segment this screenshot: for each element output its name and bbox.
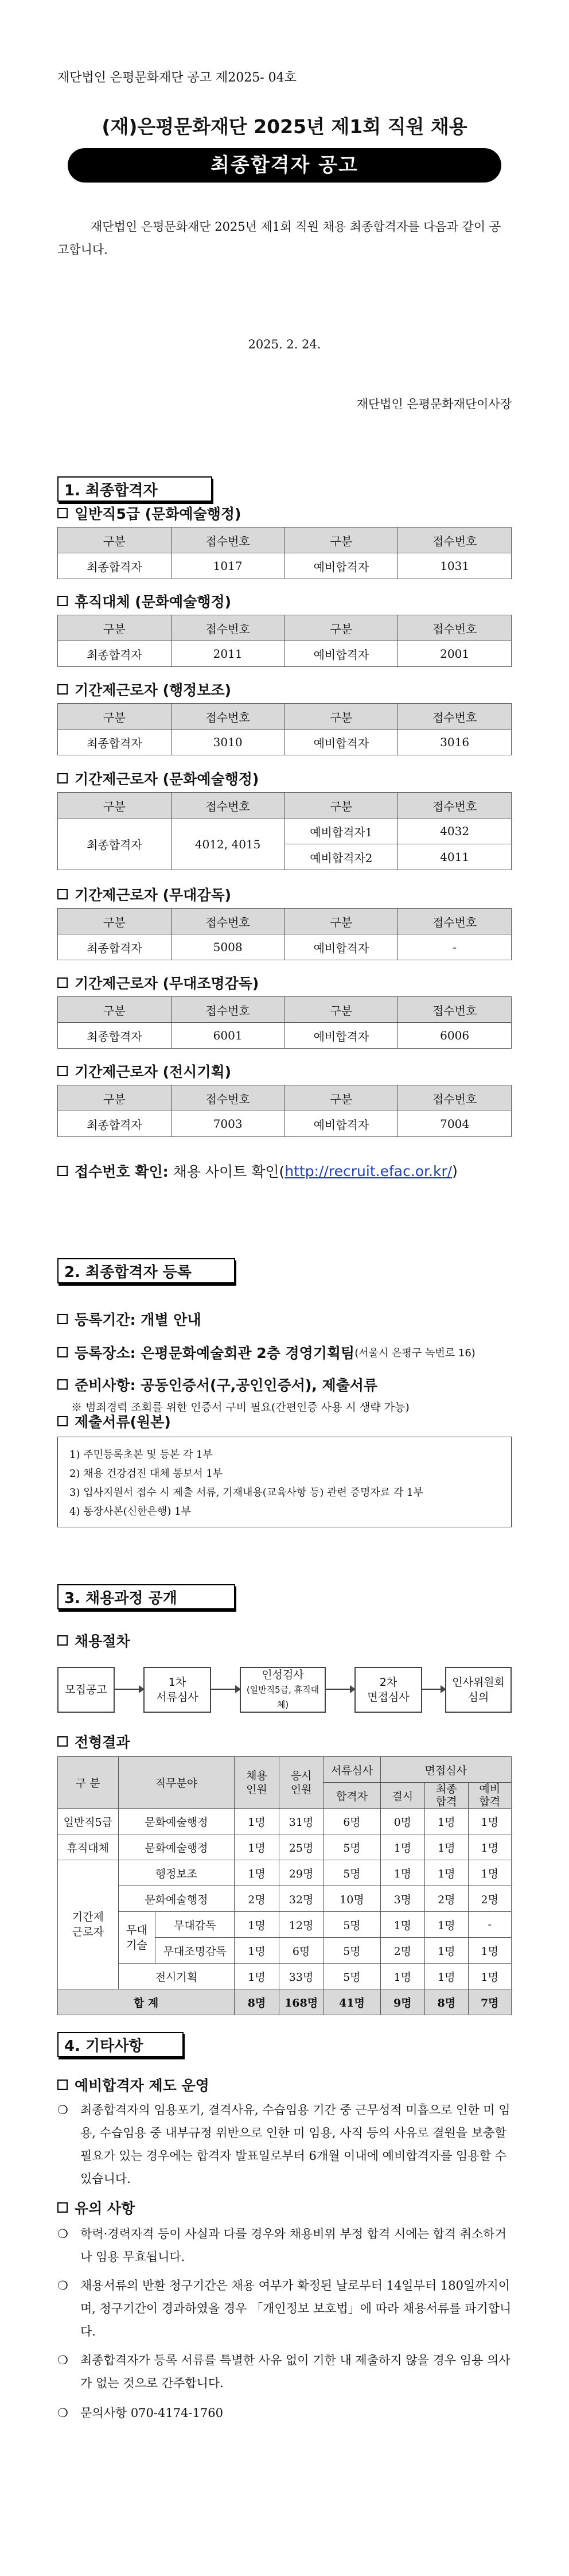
header-number: 접수번호 [171, 615, 284, 641]
period-label: 등록기간: 개별 안내 [75, 1312, 201, 1328]
step-line2: 서류심사 [156, 1691, 198, 1704]
process-heading [57, 1630, 130, 1651]
header-number: 접수번호 [171, 527, 284, 553]
header-hire: 채용 인원 [235, 1757, 279, 1809]
group-heading [57, 1061, 231, 1081]
header-type: 구분 [58, 527, 172, 553]
section-4-heading [57, 2032, 184, 2057]
notice-item [57, 2402, 512, 2424]
header-type: 구분 [58, 909, 172, 934]
group-title: 기간제근로자 (문화예술행정) [75, 771, 259, 787]
cell: 1명 [468, 1809, 512, 1834]
reserve-text: 최종합격자의 임용포기, 결격사유, 수습임용 기간 중 근무성적 미흡으로 인한 미 임용, 수습임용 중 내부규정 위반으로 인한 미 임용, 사직 등의 사유로 결원을 보충할 필요가 있는 경우에는 합격자 발표일로부터 6개월 이내에 예비합격자를 임용할 수 있습니다. [80, 2103, 510, 2186]
intro-text: 재단법인 은평문화재단 2025년 제1회 직원 채용 최종합격자를 다음과 같이 공고합니다. [57, 220, 501, 257]
cell: 10명 [324, 1886, 380, 1912]
checkbox-icon [57, 1347, 68, 1357]
cell: 12명 [279, 1912, 324, 1938]
step-line1: 인성검사 [262, 1669, 304, 1681]
flow-step-notice [57, 1667, 115, 1713]
cell-group-contract: 기간제 근로자 [58, 1860, 119, 1989]
cell: 1명 [380, 1860, 425, 1886]
cell: 최종합격자 [58, 730, 172, 755]
cell: 5명 [324, 1860, 380, 1886]
cell: 무대감독 [155, 1912, 235, 1938]
cell: 1명 [235, 1860, 279, 1886]
table-row [58, 1111, 512, 1137]
cell: 1명 [468, 1834, 512, 1860]
checkbox-icon [57, 1066, 68, 1076]
cell: 1명 [468, 1860, 512, 1886]
cell: 1명 [235, 1964, 279, 1989]
cell: 7004 [398, 1111, 512, 1137]
header-type: 구 분 [58, 1757, 119, 1809]
cell-group-stage: 무대 기술 [118, 1912, 155, 1964]
header-number: 접수번호 [398, 615, 512, 641]
cell: 예비합격자 [284, 934, 398, 960]
cell: 2명 [468, 1886, 512, 1912]
table-row [58, 730, 512, 755]
header-type: 구분 [284, 527, 398, 553]
cell: 1명 [380, 1964, 425, 1989]
cell: 예비합격자 [284, 1023, 398, 1049]
cell: 33명 [279, 1964, 324, 1989]
notice-title: 유의 사항 [75, 2200, 135, 2217]
group-heading [57, 679, 231, 700]
cell: 합 계 [58, 1989, 235, 2015]
final-pass-table [57, 1085, 512, 1137]
cell: 2명 [235, 1886, 279, 1912]
checkbox-icon [57, 2080, 68, 2090]
checkbox-icon [57, 1736, 68, 1747]
section-3-title: 3. 채용과정 공개 [64, 1589, 177, 1607]
notice-item [57, 2349, 512, 2395]
header-field: 직무분야 [118, 1757, 235, 1809]
result-title: 전형결과 [75, 1734, 130, 1751]
cell: - [398, 934, 512, 960]
cell: 행정보조 [118, 1860, 235, 1886]
checkbox-icon [57, 1635, 68, 1646]
place-address: (서울시 은평구 녹번로 16) [354, 1347, 476, 1359]
cell: 31명 [279, 1809, 324, 1834]
checkbox-icon [57, 1314, 68, 1324]
header-type: 구분 [58, 615, 172, 641]
step-line1: 2차 [379, 1676, 397, 1689]
circle-bullet-icon: ❍ [57, 2353, 68, 2367]
header-type: 구분 [284, 909, 398, 934]
table-row [58, 1809, 512, 1834]
cell: 3명 [380, 1886, 425, 1912]
checkbox-icon [57, 977, 68, 988]
cell: 예비합격자2 [284, 844, 398, 870]
cell: 32명 [279, 1886, 324, 1912]
cell: 1명 [235, 1809, 279, 1834]
cell: 2011 [171, 641, 284, 667]
cell: 1명 [425, 1809, 468, 1834]
circle-bullet-icon: ❍ [57, 2227, 68, 2241]
cell: 전시기획 [118, 1964, 235, 1989]
header-number: 접수번호 [398, 793, 512, 818]
cell: 문화예술행정 [118, 1809, 235, 1834]
final-pass-table [57, 908, 512, 960]
cert-note: ※ 범죄경력 조회를 위한 인증서 구비 필요(간편인증 사용 시 생략 가능) [71, 1401, 410, 1414]
header-number: 접수번호 [171, 704, 284, 730]
header-number: 접수번호 [398, 704, 512, 730]
reserve-paragraph [57, 2098, 512, 2190]
checkbox-icon [57, 1166, 68, 1176]
group-heading [57, 591, 231, 611]
table-row [58, 1834, 512, 1860]
header-type: 구분 [284, 997, 398, 1023]
table-row [58, 818, 512, 844]
doc-item: 1) 주민등록초본 및 등본 각 1부 [69, 1449, 213, 1461]
table-row [58, 1912, 512, 1938]
group-title: 기간제근로자 (무대감독) [75, 887, 232, 903]
group-title: 휴직대체 (문화예술행정) [75, 593, 232, 610]
hiring-process-flow [57, 1667, 512, 1713]
circle-bullet-icon: ❍ [57, 2279, 68, 2292]
result-table [57, 1756, 512, 2015]
cell: 5명 [324, 1834, 380, 1860]
group-title: 일반직5급 (문화예술행정) [75, 506, 241, 522]
checkbox-icon [57, 1416, 68, 1426]
result-heading [57, 1731, 130, 1752]
cell: 7003 [171, 1111, 284, 1137]
checkbox-icon [57, 2202, 68, 2213]
flow-step-personality [240, 1667, 326, 1713]
arrow-icon [115, 1689, 143, 1690]
flow-step-interview [354, 1667, 422, 1713]
cell: 5명 [324, 1912, 380, 1938]
table-row [58, 641, 512, 667]
cell: 9명 [380, 1989, 425, 2015]
cell: 2명 [425, 1886, 468, 1912]
cell: 4012, 4015 [171, 818, 284, 870]
header-type: 구분 [58, 1085, 172, 1111]
cell: 최종합격자 [58, 1023, 172, 1049]
cell: 2001 [398, 641, 512, 667]
cell: 6001 [171, 1023, 284, 1049]
notice-heading [57, 2197, 135, 2218]
step-line1: 인사위원회 [452, 1676, 505, 1689]
step-line2: 심의 [467, 1691, 489, 1704]
arrow-icon [326, 1689, 354, 1690]
header-type: 구분 [58, 793, 172, 818]
section-3-heading [57, 1584, 235, 1609]
cell: 3010 [171, 730, 284, 755]
arrow-icon [422, 1689, 445, 1690]
check-close: ) [452, 1162, 458, 1180]
cell: 1명 [380, 1834, 425, 1860]
docs-box [57, 1437, 512, 1527]
header-type: 구분 [58, 997, 172, 1023]
cell: 1031 [398, 553, 512, 579]
header-number: 접수번호 [171, 1085, 284, 1111]
cell: 최종합격자 [58, 934, 172, 960]
table-row [58, 934, 512, 960]
doc-item: 3) 입사지원서 접수 시 제출 서류, 기재내용(교육사항 등) 관련 증명자료 각 1부 [69, 1487, 423, 1499]
header-type: 구분 [284, 615, 398, 641]
checkbox-icon [57, 1379, 68, 1390]
header-doc-pass: 합격자 [324, 1783, 380, 1809]
checkbox-icon [57, 596, 68, 606]
group-heading [57, 503, 241, 523]
check-text: 채용 사이트 확인( [173, 1163, 285, 1180]
check-label: 접수번호 확인: [75, 1163, 169, 1180]
cell: 최종합격자 [58, 553, 172, 579]
cell: 무대조명감독 [155, 1938, 235, 1964]
cell: 문화예술행정 [118, 1834, 235, 1860]
cell: 1명 [235, 1834, 279, 1860]
table-row [58, 1964, 512, 1989]
header-number: 접수번호 [398, 527, 512, 553]
cell: 문화예술행정 [118, 1886, 235, 1912]
cell: 6명 [279, 1938, 324, 1964]
header-final: 최종 합격 [425, 1783, 468, 1809]
header-number: 접수번호 [398, 997, 512, 1023]
cell: 휴직대체 [58, 1834, 119, 1860]
header-type: 구분 [284, 704, 398, 730]
cell: 29명 [279, 1860, 324, 1886]
doc-item: 2) 채용 건강검진 대체 통보서 1부 [69, 1468, 223, 1480]
checkbox-icon [57, 508, 68, 518]
cell: 예비합격자 [284, 553, 398, 579]
signer: 재단법인 은평문화재단이사장 [356, 397, 512, 411]
header-type: 구분 [284, 1085, 398, 1111]
section-4-title: 4. 기타사항 [64, 2037, 143, 2055]
docs-title: 제출서류(원본) [75, 1414, 171, 1430]
cell: 예비합격자 [284, 641, 398, 667]
doc-item: 4) 통장사본(신한은행) 1부 [69, 1506, 191, 1518]
contact-text: 문의사항 070-4174-1760 [80, 2406, 223, 2420]
cell: 41명 [324, 1989, 380, 2015]
process-title: 채용절차 [75, 1633, 130, 1650]
cell: 1명 [425, 1938, 468, 1964]
cell: 5명 [324, 1964, 380, 1989]
header-interview: 면접심사 [380, 1757, 512, 1783]
group-title: 기간제근로자 (무대조명감독) [75, 975, 259, 992]
cell: 1명 [425, 1964, 468, 1989]
final-pass-table [57, 792, 512, 870]
checkbox-icon [57, 773, 68, 783]
cell: 예비합격자1 [284, 818, 398, 844]
notice-item [57, 2222, 512, 2268]
section-1-heading [57, 476, 212, 502]
header-number: 접수번호 [171, 909, 284, 934]
cell: 4032 [398, 818, 512, 844]
final-pass-table [57, 703, 512, 755]
notice-text: 최종합격자가 등록 서류를 특별한 사유 없이 기한 내 제출하지 않을 경우 임용 의사가 없는 것으로 간주합니다. [80, 2353, 510, 2390]
notice-text: 채용서류의 반환 청구기간은 채용 여부가 확정된 날로부터 14일부터 180일까지이며, 청구기간이 경과하였을 경우 「개인정보 보호법」에 따라 채용서류를 파기합니다. [80, 2279, 512, 2338]
group-heading [57, 884, 231, 905]
checkbox-icon [57, 684, 68, 695]
header-type: 구분 [58, 704, 172, 730]
cell: 1명 [235, 1912, 279, 1938]
recruit-site-link[interactable]: http://recruit.efac.or.kr/ [284, 1162, 453, 1180]
place-line [57, 1342, 476, 1363]
step-line1: 1차 [168, 1676, 186, 1689]
cell: 1명 [425, 1834, 468, 1860]
cell: 25명 [279, 1834, 324, 1860]
document-number: 재단법인 은평문화재단 공고 제2025- 04호 [57, 71, 297, 85]
cell: 8명 [235, 1989, 279, 2015]
header-doc: 서류심사 [324, 1757, 380, 1783]
group-title: 기간제근로자 (행정보조) [75, 682, 232, 699]
period-line [57, 1309, 201, 1329]
notice-text: 학력·경력자격 등이 사실과 다를 경우와 채용비위 부정 합격 시에는 합격 취소하거나 임용 무효됩니다. [80, 2227, 506, 2264]
group-title: 기간제근로자 (전시기획) [75, 1064, 232, 1080]
cell: 일반직5급 [58, 1809, 119, 1834]
header-reserve: 예비 합격 [468, 1783, 512, 1809]
total-row [58, 1989, 512, 2015]
cell: 8명 [425, 1989, 468, 2015]
title-banner: 최종합격자 공고 [68, 148, 501, 183]
cell: 최종합격자 [58, 1111, 172, 1137]
group-heading [57, 972, 259, 993]
cell: 6명 [324, 1809, 380, 1834]
cell: 4011 [398, 844, 512, 870]
cell: 1명 [468, 1938, 512, 1964]
header-number: 접수번호 [398, 909, 512, 934]
header-apply: 응시 인원 [279, 1757, 324, 1809]
header-number: 접수번호 [171, 997, 284, 1023]
arrow-icon [211, 1689, 240, 1690]
notice-item [57, 2274, 512, 2343]
circle-bullet-icon: ❍ [57, 2103, 68, 2117]
section-1-title: 1. 최종합격자 [64, 482, 158, 499]
cell: 0명 [380, 1809, 425, 1834]
cell: 1명 [380, 1912, 425, 1938]
cell: 1명 [425, 1860, 468, 1886]
cell: 1명 [235, 1938, 279, 1964]
docs-heading [57, 1411, 171, 1431]
header-number: 접수번호 [171, 793, 284, 818]
step-line1: 모집공고 [65, 1683, 107, 1696]
final-pass-table [57, 615, 512, 667]
reserve-heading [57, 2074, 209, 2095]
cell: 최종합격자 [58, 641, 172, 667]
cell: 3016 [398, 730, 512, 755]
step-line2: (일반직5급, 휴직대체) [246, 1685, 319, 1710]
cell: 5명 [324, 1938, 380, 1964]
cell: 예비합격자 [284, 1111, 398, 1137]
header-absent: 결시 [380, 1783, 425, 1809]
section-2-heading [57, 1258, 235, 1283]
cell: 1017 [171, 553, 284, 579]
table-row [58, 1023, 512, 1049]
flow-step-document [143, 1667, 211, 1713]
table-row [58, 1860, 512, 1886]
cell: 6006 [398, 1023, 512, 1049]
announcement-date: 2025. 2. 24. [248, 337, 321, 351]
header-number: 접수번호 [398, 1085, 512, 1111]
cell: 2명 [380, 1938, 425, 1964]
cell: 예비합격자 [284, 730, 398, 755]
cell: 5008 [171, 934, 284, 960]
circle-bullet-icon: ❍ [57, 2406, 68, 2420]
place-label: 등록장소: 은평문화예술회관 2층 경영기획팀 [75, 1345, 355, 1361]
table-row [58, 1886, 512, 1912]
checkbox-icon [57, 889, 68, 899]
cell: 7명 [468, 1989, 512, 2015]
step-line2: 면접심사 [367, 1691, 410, 1704]
group-heading [57, 768, 259, 789]
section-2-title: 2. 최종합격자 등록 [64, 1263, 192, 1281]
table-row [58, 553, 512, 579]
final-pass-table [57, 996, 512, 1049]
cell: 최종합격자 [58, 818, 172, 870]
prep-line [57, 1374, 377, 1395]
cell: 1명 [468, 1964, 512, 1989]
reserve-title: 예비합격자 제도 운영 [75, 2077, 209, 2094]
flow-step-committee [445, 1667, 512, 1713]
cell: 1명 [425, 1912, 468, 1938]
check-number-line [57, 1161, 458, 1181]
prep-label: 준비사항: 공동인증서(구,공인인증서), 제출서류 [75, 1377, 378, 1394]
cell: 168명 [279, 1989, 324, 2015]
header-type: 구분 [284, 793, 398, 818]
cell: - [468, 1912, 512, 1938]
final-pass-table [57, 527, 512, 579]
page-title: (재)은평문화재단 2025년 제1회 직원 채용 [102, 115, 467, 138]
